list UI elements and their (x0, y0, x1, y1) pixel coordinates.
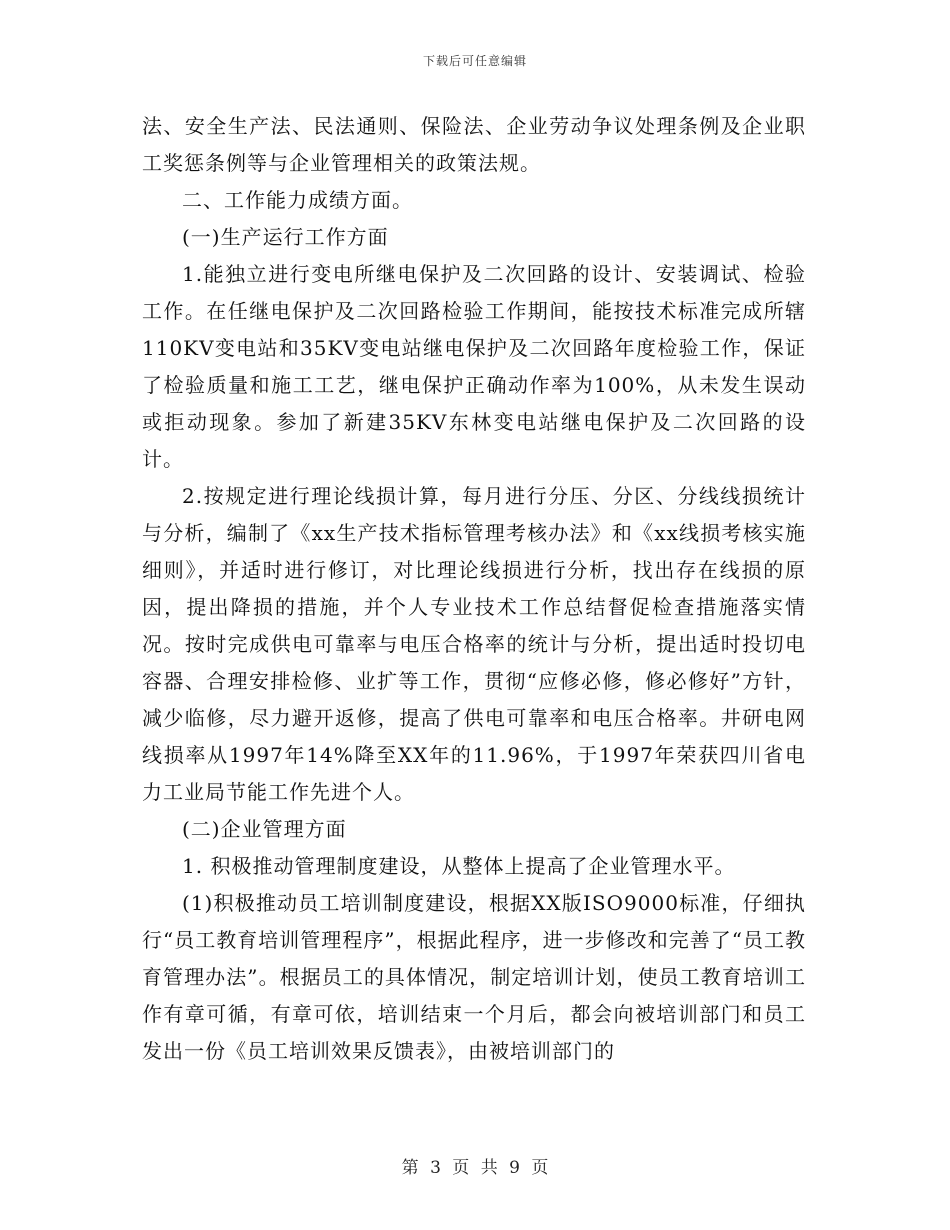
section-heading-work-ability: 二、工作能力成绩方面。 (182, 188, 413, 212)
paragraph-line-loss: 2.按规定进行理论线损计算，每月进行分压、分区、分线线损统计与分析，编制了《xx生产技术指标管理考核办法》和《xx线损考核实施细则》，并适时进行修订，对比理论线损进行分析，找出存在线损的原因，提出降损的措施，并个人专业技术工作总结督促检查措施落实情况。按时完成供电可靠率与电压合格率的统计与分析，提出适时投切电容器、合理安排检修、业扩等工作，贯彻“应修必修，修必修好”方针，减少临修，尽力避开返修，提高了供电可靠率和电压合格率。井研电网线损率从1997年14%降至XX年的11.96%，于1997年荣获四川省电力工业局节能工作先进个人。 (142, 484, 806, 804)
document-body (142, 108, 806, 1070)
page-number-footer: 第 3 页 共 9 页 (401, 1158, 549, 1178)
paragraph-continuation: 法、安全生产法、民法通则、保险法、企业劳动争议处理条例及企业职工奖惩条例等与企业管理相关的政策法规。 (142, 114, 806, 175)
page-header: 下载后可任意编辑 (422, 54, 527, 68)
paragraph-management-system: 1. 积极推动管理制度建设，从整体上提高了企业管理水平。 (182, 854, 736, 878)
paragraph-relay-protection: 1.能独立进行变电所继电保护及二次回路的设计、安装调试、检验工作。在任继电保护及二次回路检验工作期间，能按技术标准完成所辖110KV变电站和35KV变电站继电保护及二次回路年度检验工作，保证了检验质量和施工工艺，继电保护正确动作率为100%，从未发生误动或拒动现象。参加了新建35KV东林变电站继电保护及二次回路的设计。 (142, 262, 806, 471)
paragraph-training-system: (1)积极推动员工培训制度建设，根据XX版ISO9000标准，仔细执行“员工教育培训管理程序”，根据此程序，进一步修改和完善了“员工教育管理办法”。根据员工的具体情况，制定培训计划，使员工教育培训工作有章可循，有章可依，培训结束一个月后，都会向被培训部门和员工发出一份《员工培训效果反馈表》，由被培训部门的 (142, 891, 806, 1063)
subsection-heading-production: (一)生产运行工作方面 (182, 225, 389, 249)
subsection-heading-management: (二)企业管理方面 (182, 817, 347, 841)
